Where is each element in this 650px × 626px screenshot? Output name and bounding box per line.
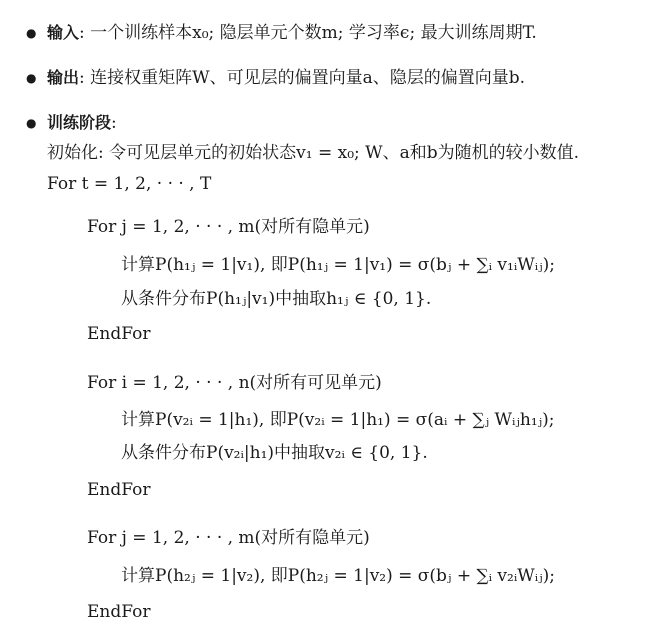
loop1-calc: 计算P(h₁ⱼ = 1|v₁), 即P(h₁ⱼ = 1|v₁) = σ(bⱼ + ∑ᵢ v₁ᵢWᵢⱼ);: [121, 255, 556, 275]
init-line: 初始化: 令可见层单元的初始状态v₁ = x₀; W、a和b为随机的较小数值.: [47, 143, 580, 163]
inputs-line: [47, 22, 537, 44]
outputs-label: 输出: [47, 68, 80, 87]
loop1-for: For j = 1, 2, · · · , m(对所有隐单元): [87, 217, 370, 237]
training-suffix: :: [111, 113, 117, 133]
loop3-end: EndFor: [87, 602, 151, 622]
loop2-for: For i = 1, 2, · · · , n(对所有可见单元): [87, 373, 382, 393]
loop2-end: EndFor: [87, 480, 151, 500]
loop1-sample: 从条件分布P(h₁ⱼ|v₁)中抽取h₁ⱼ ∈ {0, 1}.: [121, 289, 432, 309]
loop2-calc: 计算P(v₂ᵢ = 1|h₁), 即P(v₂ᵢ = 1|h₁) = σ(aᵢ + ∑ⱼ Wᵢⱼh₁ⱼ);: [121, 410, 555, 430]
loop3-calc: 计算P(h₂ⱼ = 1|v₂), 即P(h₂ⱼ = 1|v₂) = σ(bⱼ + ∑ᵢ v₂ᵢWᵢⱼ);: [121, 566, 556, 586]
inputs-text: : 一个训练样本x₀; 隐层单元个数m; 学习率ϵ; 最大训练周期T.: [79, 23, 537, 43]
outer-for-line: For t = 1, 2, · · · , T: [47, 174, 212, 194]
outputs-text: : 连接权重矩阵W、可见层的偏置向量a、隐层的偏置向量b.: [79, 68, 526, 88]
outputs-line: [47, 67, 525, 89]
training-line: [47, 112, 117, 134]
loop2-sample: 从条件分布P(v₂ᵢ|h₁)中抽取v₂ᵢ ∈ {0, 1}.: [121, 443, 428, 463]
inputs-label: 输入: [47, 23, 80, 42]
training-label: 训练阶段: [47, 113, 112, 132]
loop1-end: EndFor: [87, 324, 151, 344]
loop3-for: For j = 1, 2, · · · , m(对所有隐单元): [87, 528, 370, 548]
bullet-inputs: ●: [26, 26, 37, 40]
bullet-outputs: ●: [26, 71, 37, 85]
bullet-training: ●: [26, 116, 37, 130]
